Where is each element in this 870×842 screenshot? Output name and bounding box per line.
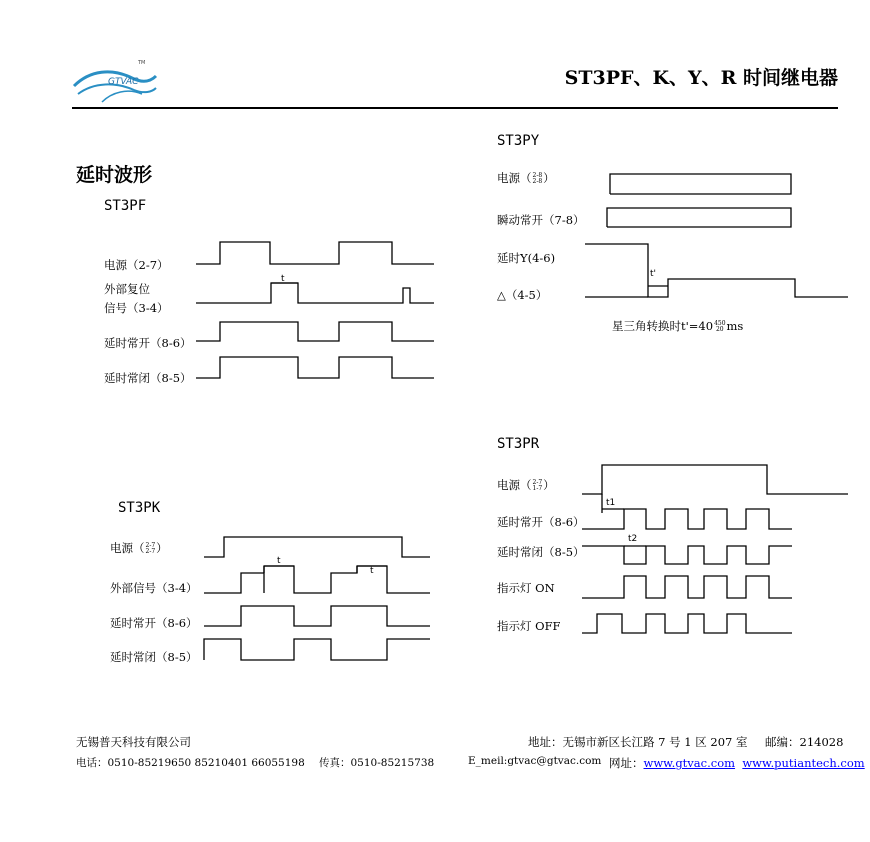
- st3py-note-tolerance: 450 20: [714, 320, 726, 333]
- st3py-delta-label: △（4-5）: [497, 288, 548, 302]
- st3pr-title: ST3PR: [497, 436, 540, 452]
- st3pr-no-label: 延时常开（8-6）: [497, 515, 585, 529]
- st3pf-nc-label: 延时常闭（8-5）: [104, 371, 192, 385]
- st3pf-no-label: 延时常开（8-6）: [104, 336, 192, 350]
- st3pr-off-wave: [582, 614, 792, 633]
- st3py-delay-y-label: 延时Y(4-6): [497, 251, 556, 265]
- footer-address: 地址：无锡市新区长江路 7 号 1 区 207 室: [528, 735, 748, 749]
- st3pk-power-label: 电源（ 2-7 2-7 ）: [110, 541, 168, 555]
- svg-text:TM: TM: [138, 60, 146, 66]
- st3pk-t-label-1: t: [277, 556, 281, 566]
- st3pf-title: ST3PF: [104, 198, 147, 214]
- svg-text:GTVAC: GTVAC: [108, 77, 139, 87]
- st3pr-t1-label: t1: [606, 498, 616, 508]
- st3py-power-fraction: 2-8 2-8: [532, 172, 543, 185]
- st3pr-power-label: 电源（ 2-7 1-7 ）: [497, 478, 555, 492]
- st3pr-t2-label: t2: [628, 534, 638, 544]
- st3py-instant-label: 瞬动常开（7-8）: [497, 213, 585, 227]
- st3pk-nc-label: 延时常闭（8-5）: [110, 650, 198, 664]
- st3py-title: ST3PY: [497, 133, 540, 149]
- st3pr-on-label: 指示灯 ON: [497, 581, 555, 595]
- footer-fax: 传真：0510-85215738: [319, 757, 435, 769]
- st3pr-power-fraction: 2-7 1-7: [532, 479, 543, 492]
- st3pr-nc-label: 延时常闭（8-5）: [497, 545, 585, 559]
- st3pr-nc-wave: [582, 546, 792, 564]
- st3pk-power-fraction: 2-7 2-7: [145, 542, 156, 555]
- st3pk-signal-label: 外部信号（3-4）: [110, 581, 198, 595]
- footer-website: 网址：www.gtvac.com www.putiantech.com: [609, 756, 865, 770]
- st3pf-t-label: t: [281, 274, 285, 284]
- document-title: ST3PF、K、Y、R 时间继电器: [564, 67, 838, 89]
- st3pr-no-wave: [582, 509, 792, 529]
- st3py-t-label: t': [650, 269, 657, 279]
- footer-email: E_meil:gtvac@gtvac.com: [468, 755, 602, 767]
- website-link-putiantech[interactable]: www.putiantech.com: [742, 756, 865, 770]
- footer-company: 无锡普天科技有限公司: [76, 735, 191, 749]
- st3pk-title: ST3PK: [118, 500, 161, 516]
- st3pf-power-label: 电源（2-7）: [104, 258, 169, 272]
- st3pr-off-label: 指示灯 OFF: [497, 619, 561, 633]
- section-title: 延时波形: [76, 164, 153, 186]
- footer-postcode: 邮编：214028: [765, 735, 844, 749]
- st3pr-power-wave: [582, 465, 848, 494]
- st3pk-no-label: 延时常开（8-6）: [110, 616, 198, 630]
- st3pr-on-wave: [582, 576, 792, 598]
- st3pk-t-label-2: t: [370, 566, 374, 576]
- st3pf-reset-label-1: 外部复位: [104, 282, 150, 296]
- st3py-power-label: 电源（ 2-8 2-8 ）: [497, 171, 555, 185]
- website-link-gtvac[interactable]: www.gtvac.com: [643, 756, 736, 770]
- footer-phone: 电话：0510-85219650 85210401 66055198: [76, 757, 305, 769]
- st3py-note: 星三角转换时t'=40 450 20 ms: [612, 319, 744, 333]
- st3pf-reset-label-2: 信号（3-4）: [104, 301, 169, 315]
